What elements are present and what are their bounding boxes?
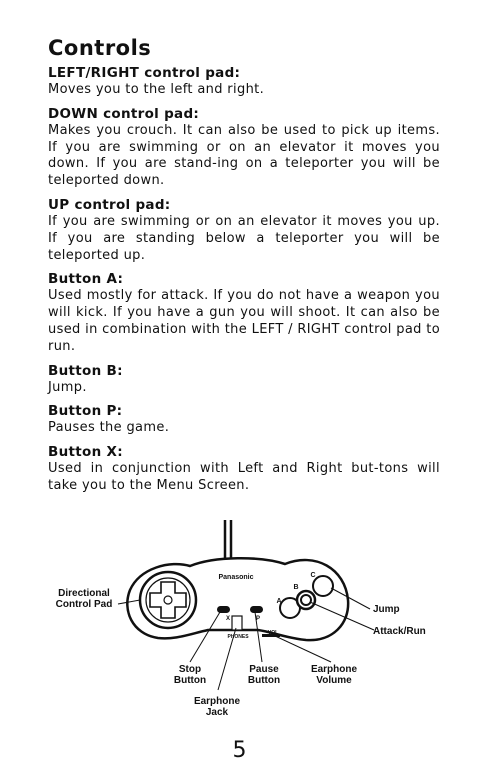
section-text: If you are swimming or on an elevator it moves you up. If you are standing below a teleporter you will be teleported up. <box>48 213 440 263</box>
earphone-jack-label: Earphone Jack <box>193 696 241 718</box>
controls-list <box>48 64 440 501</box>
c-button-label: C <box>310 572 316 579</box>
section-text: Pauses the game. <box>48 420 170 436</box>
section-button-b <box>48 362 440 397</box>
section-text: Makes you crouch. It can also be used to pick up items. If you are swimming or on an elevator it moves you down. If you are stand-ing on a teleporter you will be teleported down. <box>48 122 440 189</box>
button-b-inner <box>301 595 311 605</box>
vol-label: VOL <box>267 630 279 636</box>
controller-diagram <box>40 512 460 722</box>
earphone-jack-box <box>232 616 242 630</box>
section-heading: Button X: <box>48 444 123 461</box>
section-text: Used in conjunction with Left and Right but-tons will take you to the Menu Screen. <box>48 461 440 493</box>
attack-run-label: Attack/Run <box>373 626 426 637</box>
section-heading: DOWN control pad: <box>48 105 200 122</box>
section-button-a <box>48 270 440 355</box>
earphone-volume-label: Earphone Volume <box>310 664 358 686</box>
section-heading: Button A: <box>48 271 124 288</box>
brand-label: Panasonic <box>218 574 254 581</box>
section-heading: Button P: <box>48 403 123 420</box>
cable <box>225 520 231 560</box>
x-button-label: X <box>225 616 230 622</box>
section-down-pad <box>48 105 440 190</box>
section-text: Jump. <box>48 379 87 395</box>
pause-button <box>250 606 263 613</box>
controller-illustration <box>40 512 460 722</box>
pause-button-label: Pause Button <box>247 664 281 686</box>
phones-label: PHONES <box>227 634 249 640</box>
section-button-x <box>48 443 440 495</box>
section-heading: UP control pad: <box>48 196 171 213</box>
stop-button <box>217 606 230 613</box>
section-left-right-pad <box>48 64 440 99</box>
section-button-p <box>48 402 440 437</box>
page-number: 5 <box>232 738 247 763</box>
section-text: Used mostly for attack. If you do not have a weapon you will kick. If you have a gun you will shoot. It can also be used in combination with the LEFT / RIGHT control pad to run. <box>48 288 440 354</box>
section-heading: Button B: <box>48 362 123 379</box>
section-heading: LEFT/RIGHT control pad: <box>48 65 241 81</box>
a-button-label: A <box>276 598 282 605</box>
section-text: Moves you to the left and right. <box>48 82 265 97</box>
section-up-pad <box>48 196 440 264</box>
b-button-label: B <box>293 584 299 591</box>
directional-pad-label: Directional Control Pad <box>55 588 113 610</box>
stop-button-label: Stop Button <box>173 664 207 686</box>
p-button-label: P <box>255 616 260 622</box>
page-title: Controls <box>48 36 152 60</box>
jump-label: Jump <box>373 604 400 615</box>
